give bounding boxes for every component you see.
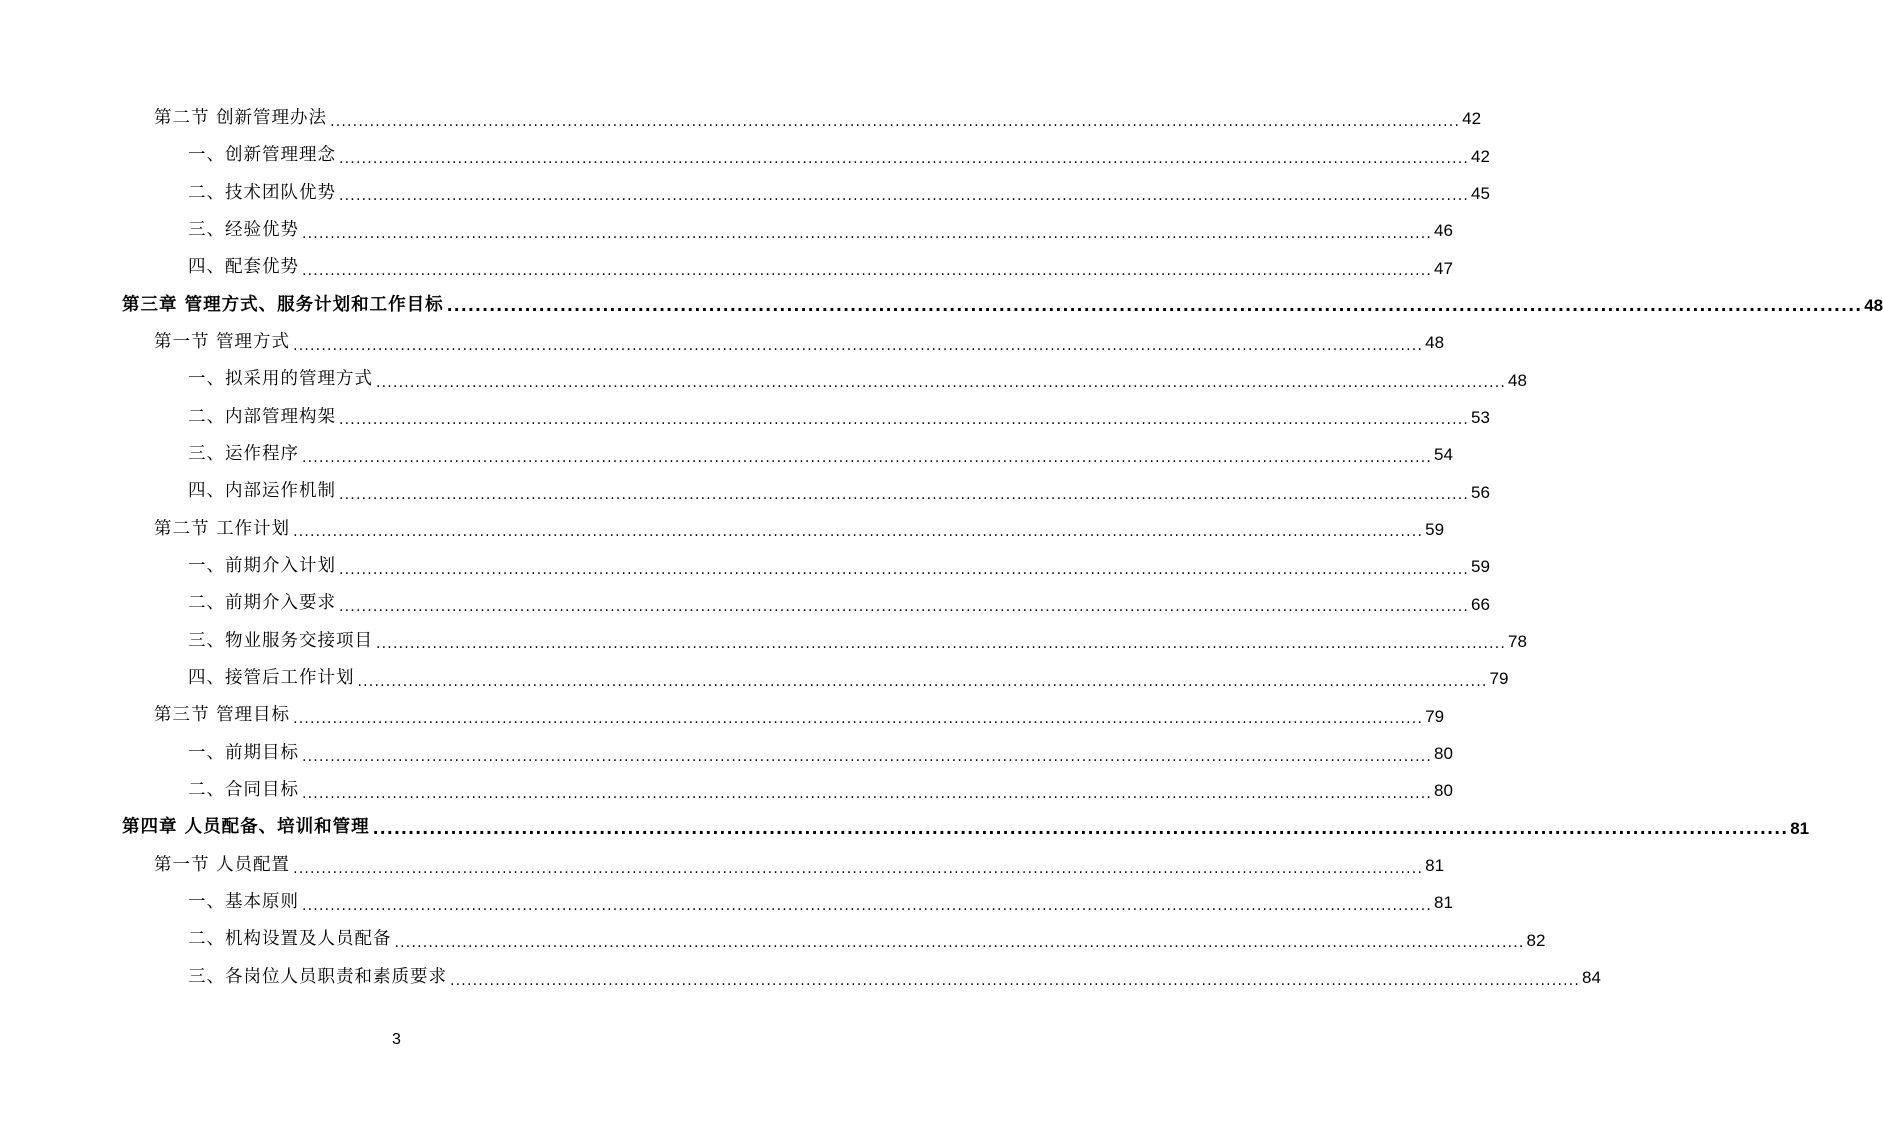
toc-dot-leader: ........................................................................................................................................................................................................ [357,673,1488,690]
toc-entry-page: 54 [1434,445,1453,465]
toc-section-entry[interactable] [0,511,1445,548]
toc-entry-page: 81 [1790,818,1810,838]
toc-entry-title: 二、技术团队优势 [188,182,336,203]
toc-entry-page: 59 [1425,519,1445,539]
toc-entry-title: 一、前期介入计划 [188,556,336,577]
toc-subsection-entry[interactable] [0,473,1490,510]
toc-entry-page: 48 [1864,295,1883,315]
toc-subsection-entry[interactable] [0,585,1490,622]
toc-dot-leader: ........................................................................................................................................................................................................ [293,524,1424,541]
toc-entry-page: 46 [1434,221,1453,241]
toc-entry-title: 一、前期目标 [188,742,299,763]
toc-subsection-entry[interactable] [0,399,1490,436]
toc-subsection-entry[interactable] [0,137,1490,174]
toc-dot-leader: ........................................................................................................................................................................................................ [339,412,1470,429]
table-of-contents [0,100,1883,996]
toc-subsection-entry[interactable] [0,922,1546,959]
toc-subsection-entry[interactable] [0,548,1490,585]
toc-dot-leader: ........................................................................................................................................................................................................ [446,296,1863,316]
toc-entry-page: 82 [1526,930,1546,950]
toc-subsection-entry[interactable] [0,772,1453,809]
toc-entry-page: 42 [1471,146,1490,166]
toc-dot-leader: ........................................................................................................................................................................................................ [302,263,1433,280]
toc-entry-title: 三、经验优势 [188,219,299,240]
toc-entry-title: 二、内部管理构架 [188,406,336,427]
toc-chapter-entry[interactable] [0,287,1883,324]
toc-entry-title: 一、创新管理理念 [188,145,336,166]
toc-entry-page: 47 [1434,258,1453,278]
toc-entry-page: 59 [1471,557,1490,577]
toc-dot-leader: ........................................................................................................................................................................................................ [339,188,1470,205]
toc-entry-title: 第四章 人员配备、培训和管理 [122,817,370,838]
toc-dot-leader: ........................................................................................................................................................................................................ [302,449,1433,466]
toc-entry-page: 48 [1508,370,1527,390]
toc-entry-page: 56 [1471,482,1490,502]
toc-dot-leader: ........................................................................................................................................................................................................ [450,972,1581,989]
toc-entry-page: 81 [1434,893,1453,913]
toc-dot-leader: ........................................................................................................................................................................................................ [339,487,1470,504]
toc-dot-leader: ........................................................................................................................................................................................................ [293,337,1424,354]
toc-entry-title: 一、拟采用的管理方式 [188,369,373,390]
toc-dot-leader: ........................................................................................................................................................................................................ [339,561,1470,578]
toc-subsection-entry[interactable] [0,212,1453,249]
toc-entry-page: 78 [1508,631,1527,651]
toc-dot-leader: ........................................................................................................................................................................................................ [372,819,1789,839]
toc-dot-leader: ........................................................................................................................................................................................................ [293,711,1424,728]
toc-dot-leader: ........................................................................................................................................................................................................ [293,860,1424,877]
toc-section-entry[interactable] [0,698,1445,735]
toc-entry-title: 一、基本原则 [188,892,299,913]
toc-entry-title: 四、配套优势 [188,257,299,278]
toc-subsection-entry[interactable] [0,959,1601,996]
toc-subsection-entry[interactable] [0,436,1453,473]
toc-entry-page: 42 [1462,109,1482,129]
toc-entry-page: 66 [1471,594,1490,614]
toc-dot-leader: ........................................................................................................................................................................................................ [302,785,1433,802]
toc-subsection-entry[interactable] [0,249,1453,286]
toc-section-entry[interactable] [0,324,1445,361]
toc-dot-leader: ........................................................................................................................................................................................................ [339,599,1470,616]
toc-subsection-entry[interactable] [0,361,1527,398]
toc-dot-leader: ........................................................................................................................................................................................................ [302,748,1433,765]
toc-entry-page: 45 [1471,183,1490,203]
toc-dot-leader: ........................................................................................................................................................................................................ [376,375,1507,392]
toc-dot-leader: ........................................................................................................................................................................................................ [394,935,1525,952]
toc-entry-title: 第三节 管理目标 [154,705,291,726]
toc-subsection-entry[interactable] [0,175,1490,212]
toc-entry-title: 三、物业服务交接项目 [188,630,373,651]
toc-entry-title: 二、前期介入要求 [188,593,336,614]
toc-entry-page: 79 [1489,669,1509,689]
toc-dot-leader: ........................................................................................................................................................................................................ [339,151,1470,168]
toc-entry-title: 第二节 工作计划 [154,518,291,539]
toc-dot-leader: ........................................................................................................................................................................................................ [302,897,1433,914]
toc-entry-title: 二、合同目标 [188,780,299,801]
toc-entry-title: 第一节 管理方式 [154,331,291,352]
toc-entry-page: 80 [1434,744,1453,764]
toc-entry-title: 三、各岗位人员职责和素质要求 [188,966,447,987]
toc-entry-title: 四、内部运作机制 [188,481,336,502]
toc-chapter-entry[interactable] [0,810,1810,847]
toc-dot-leader: ........................................................................................................................................................................................................ [330,113,1461,130]
toc-entry-page: 81 [1425,856,1445,876]
toc-entry-page: 48 [1425,333,1445,353]
toc-entry-title: 第二节 创新管理办法 [154,107,328,128]
toc-subsection-entry[interactable] [0,660,1509,697]
toc-entry-title: 第三章 管理方式、服务计划和工作目标 [122,294,444,315]
toc-entry-title: 四、接管后工作计划 [188,668,355,689]
toc-section-entry[interactable] [0,100,1482,137]
toc-entry-page: 80 [1434,781,1453,801]
toc-subsection-entry[interactable] [0,623,1527,660]
toc-subsection-entry[interactable] [0,735,1453,772]
toc-entry-title: 二、机构设置及人员配备 [188,929,392,950]
toc-entry-page: 79 [1425,706,1445,726]
toc-dot-leader: ........................................................................................................................................................................................................ [376,636,1507,653]
toc-entry-title: 三、运作程序 [188,444,299,465]
page-number: 3 [392,1031,401,1048]
toc-dot-leader: ........................................................................................................................................................................................................ [302,225,1433,242]
toc-entry-title: 第一节 人员配置 [154,854,291,875]
toc-entry-page: 53 [1471,407,1490,427]
toc-section-entry[interactable] [0,847,1445,884]
toc-subsection-entry[interactable] [0,884,1453,921]
toc-entry-page: 84 [1582,968,1601,988]
